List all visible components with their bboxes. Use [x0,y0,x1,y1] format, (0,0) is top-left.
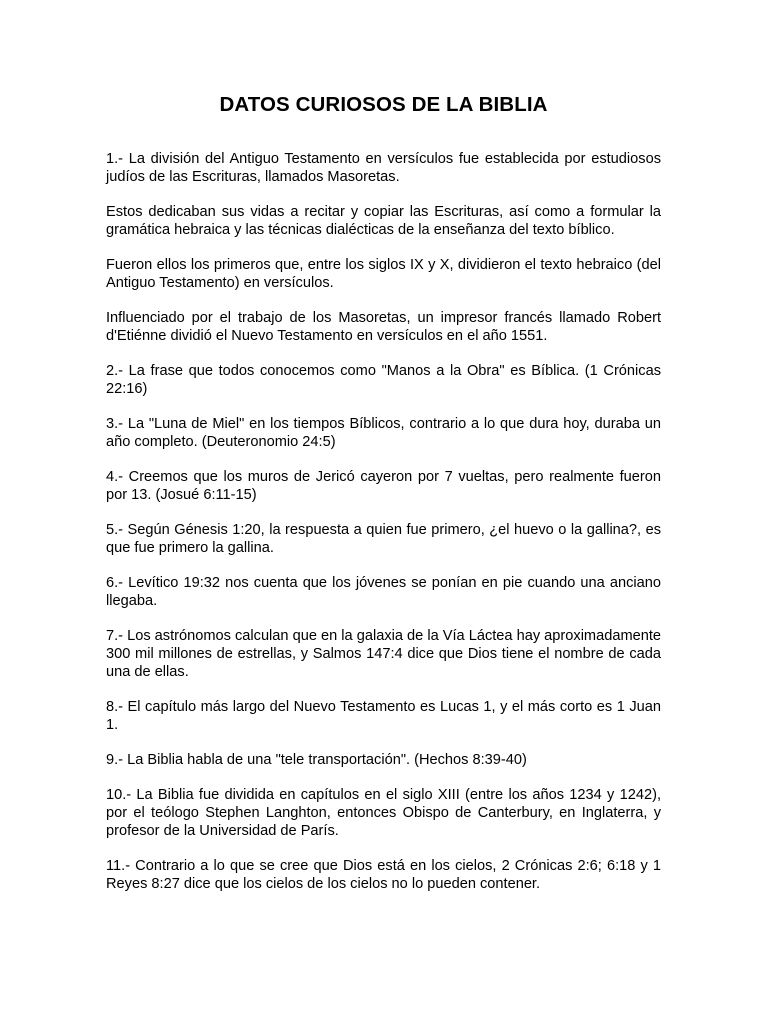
paragraph-division-masoretas: 1.- La división del Antiguo Testamento en versículos fue establecida por estudiosos judíos de las Escrituras, llamados Masoretas. [106,151,661,185]
paragraph-capitulo-largo: 8.- El capítulo más largo del Nuevo Testamento es Lucas 1, y el más corto es 1 Juan 1. [106,699,661,733]
paragraph-tele-transportacion: 9.- La Biblia habla de una "tele transportación". (Hechos 8:39-40) [106,752,527,768]
paragraph-estrellas: 7.- Los astrónomos calculan que en la galaxia de la Vía Láctea hay aproximadamente 300 mil millones de estrellas, y Salmos 147:4 dice que Dios tiene el nombre de cada una de ellas. [106,628,661,680]
document-title: DATOS CURIOSOS DE LA BIBLIA [219,93,548,116]
paragraph-masoretas-work: Estos dedicaban sus vidas a recitar y copiar las Escrituras, así como a formular la gramática hebraica y las técnicas dialécticas de la enseñanza del texto bíblico. [106,204,661,238]
paragraph-huevo-gallina: 5.- Según Génesis 1:20, la respuesta a quien fue primero, ¿el huevo o la gallina?, es que fue primero la gallina. [106,522,661,556]
paragraph-cielos: 11.- Contrario a lo que se cree que Dios está en los cielos, 2 Crónicas 2:6; 6:18 y 1 Reyes 8:27 dice que los cielos de los cielos no lo pueden contener. [106,858,661,892]
paragraph-robert-etienne: Influenciado por el trabajo de los Masoretas, un impresor francés llamado Robert d'Etiénne dividió el Nuevo Testamento en versículos en el año 1551. [106,310,661,344]
paragraph-luna-de-miel: 3.- La "Luna de Miel" en los tiempos Bíblicos, contrario a lo que dura hoy, duraba un año completo. (Deuteronomio 24:5) [106,416,661,450]
paragraph-jerico: 4.- Creemos que los muros de Jericó cayeron por 7 vueltas, pero realmente fueron por 13. (Josué 6:11-15) [106,469,661,503]
paragraph-levitico: 6.- Levítico 19:32 nos cuenta que los jóvenes se ponían en pie cuando una anciano llegaba. [106,575,661,609]
document-body [106,150,661,893]
paragraph-siglos: Fueron ellos los primeros que, entre los siglos IX y X, dividieron el texto hebraico (del Antiguo Testamento) en versículos. [106,257,661,291]
paragraph-manos-a-la-obra: 2.- La frase que todos conocemos como "Manos a la Obra" es Bíblica. (1 Crónicas 22:16) [106,363,661,397]
paragraph-capitulos-siglo-xiii: 10.- La Biblia fue dividida en capítulos en el siglo XIII (entre los años 1234 y 1242), por el teólogo Stephen Langhton, entonces Obispo de Canterbury, en Inglaterra, y profesor de la Universidad de París. [106,787,661,839]
document-page [106,0,661,910]
